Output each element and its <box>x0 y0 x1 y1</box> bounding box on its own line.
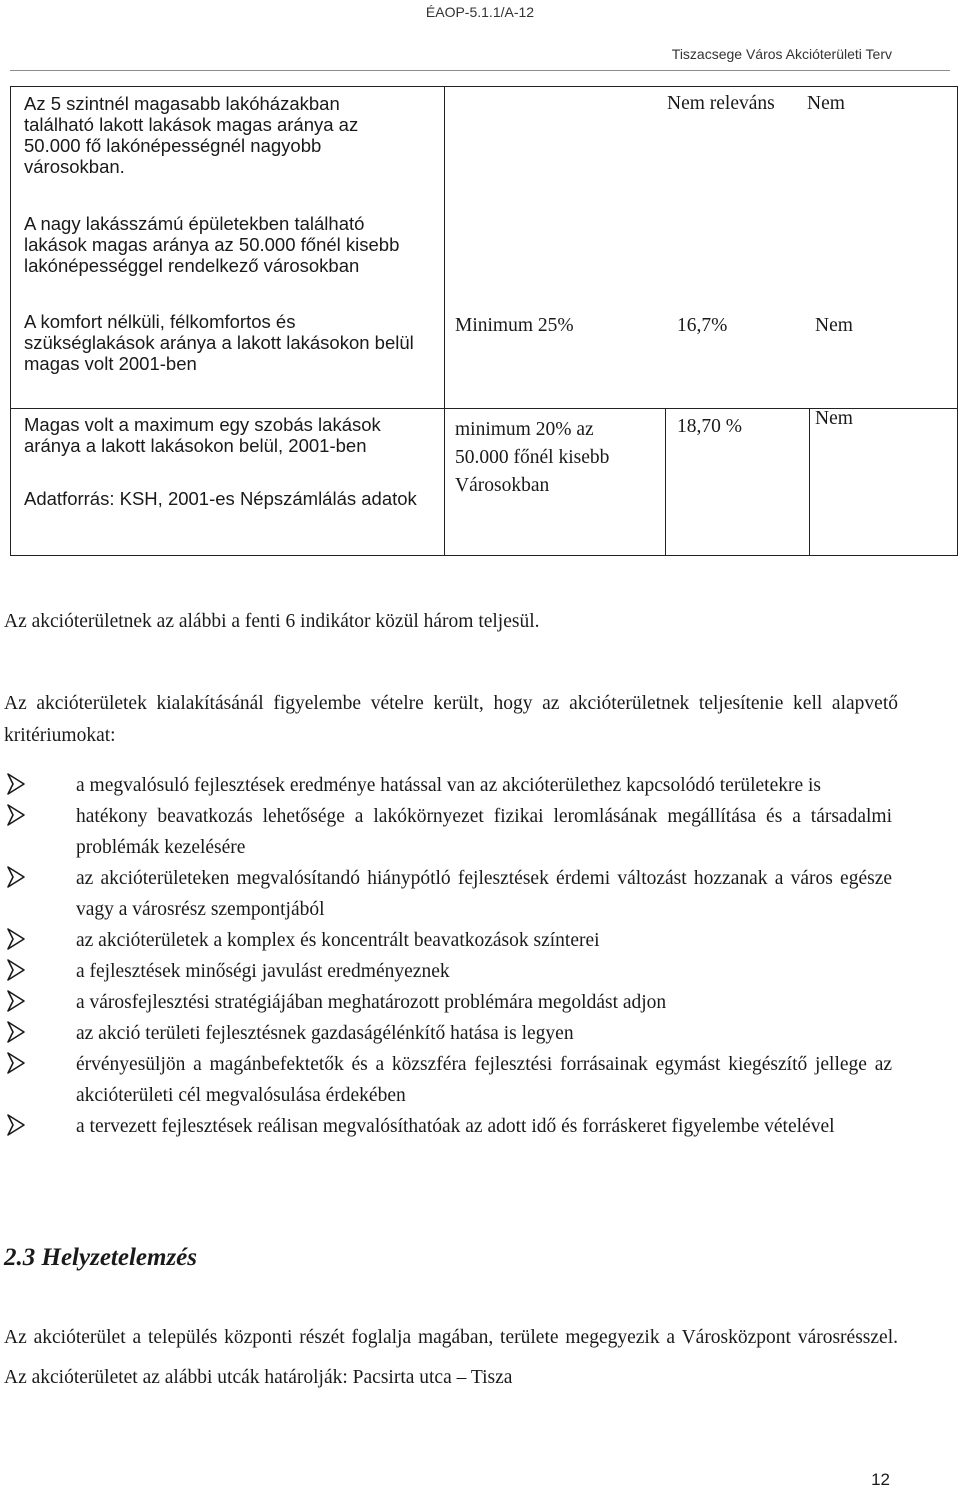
row3-threshold: minimum 20% az 50.000 főnél kisebb Városokban <box>455 419 610 496</box>
list-item-text: hatékony beavatkozás lehetősége a lakókörnyezet fizikai leromlásának megállítása és a társadalmi problémák kezelésére <box>76 806 892 858</box>
row3-source: Adatforrás: KSH, 2001-es Népszámlálás adatok <box>24 488 417 509</box>
list-item <box>0 1049 892 1111</box>
list-item-text: a megvalósuló fejlesztések eredménye hatással van az akcióterülethez kapcsolódó területekre is <box>76 775 822 796</box>
table-column-divider <box>809 408 810 555</box>
arrow-bullet-icon <box>6 989 26 1013</box>
intro-paragraph: Az akcióterületek kialakításánál figyelembe vételre került, hogy az akcióterületnek teljesítenie kell alapvető kritériumokat: <box>4 693 898 746</box>
row1-criterion: Az 5 szintnél magasabb lakóházakban található lakott lakások magas aránya az 50.000 fő lakónépességnél nagyobb városokban. <box>24 93 359 177</box>
arrow-bullet-icon <box>6 772 26 796</box>
row2-criterion-b: A komfort nélküli, félkomfortos és szükséglakások aránya a lakott lakásokon belül magas volt 2001-ben <box>24 311 414 374</box>
arrow-bullet-icon <box>6 1020 26 1044</box>
arrow-bullet-icon <box>6 927 26 951</box>
list-item-text: a tervezett fejlesztések reálisan megvalósíthatóak az adott idő és forráskeret figyelembe vételével <box>76 1116 835 1137</box>
arrow-bullet-icon <box>6 958 26 982</box>
list-item <box>0 925 892 956</box>
list-item-text: az akcióterületeken megvalósítandó hiánypótló fejlesztések érdemi változást hozzanak a város egésze vagy a városrész szempontjából <box>76 868 892 920</box>
list-item-text: a fejlesztések minőségi javulást eredményeznek <box>76 961 450 982</box>
header-document-code: ÉAOP-5.1.1/A-12 <box>425 4 535 20</box>
row2-value: 16,7% <box>677 315 728 336</box>
list-item-text: a városfejlesztési stratégiájában meghatározott problémára megoldást adjon <box>76 992 667 1013</box>
arrow-bullet-icon <box>6 803 26 827</box>
criteria-list <box>0 770 892 1142</box>
list-item <box>0 770 892 801</box>
table-column-divider <box>665 408 666 555</box>
section-paragraph: Az akcióterület a település központi részét foglalja magában, területe megegyezik a Városközpont városrésszel. Az akcióterületet az alábbi utcák határolják: Pacsirta utca – Tisza <box>4 1327 898 1388</box>
header-divider <box>10 70 950 71</box>
table-column-divider <box>444 408 445 555</box>
list-item-text: az akcióterületek a komplex és koncentrált beavatkozások színterei <box>76 930 600 951</box>
section-heading: 2.3 Helyzetelemzés <box>4 1244 197 1271</box>
table-column-divider <box>444 87 445 409</box>
header-plan-title: Tiszacsege Város Akcióterületi Terv <box>671 46 892 62</box>
row1-result: Nem <box>807 93 845 114</box>
arrow-bullet-icon <box>6 865 26 889</box>
list-item <box>0 801 892 863</box>
arrow-bullet-icon <box>6 1051 26 1075</box>
list-item <box>0 1018 892 1049</box>
list-item <box>0 863 892 925</box>
row3-criterion: Magas volt a maximum egy szobás lakások aránya a lakott lakásokon belül, 2001-ben <box>24 414 381 456</box>
list-item <box>0 987 892 1018</box>
row1-relevance: Nem releváns <box>667 93 775 114</box>
arrow-bullet-icon <box>6 1113 26 1137</box>
list-item-text: érvényesüljön a magánbefektetők és a közszféra fejlesztési forrásainak egymást kiegészítő jellege az akcióterületi cél megvalósulása érdekében <box>76 1054 892 1106</box>
row2-result: Nem <box>815 315 853 336</box>
list-item <box>0 956 892 987</box>
row2-threshold: Minimum 25% <box>455 315 574 336</box>
row3-value: 18,70 % <box>677 416 742 437</box>
row2-criterion-a: A nagy lakásszámú épületekben található lakások magas aránya az 50.000 főnél kisebb lakónépességgel rendelkező városokban <box>24 213 400 276</box>
summary-text: Az akcióterületnek az alábbi a fenti 6 indikátor közül három teljesül. <box>4 611 540 632</box>
page-number: 12 <box>871 1470 890 1489</box>
list-item-text: az akció területi fejlesztésnek gazdaságélénkítő hatása is legyen <box>76 1023 574 1044</box>
indicator-table <box>10 86 958 556</box>
list-item <box>0 1111 892 1142</box>
row3-result: Nem <box>815 408 853 429</box>
